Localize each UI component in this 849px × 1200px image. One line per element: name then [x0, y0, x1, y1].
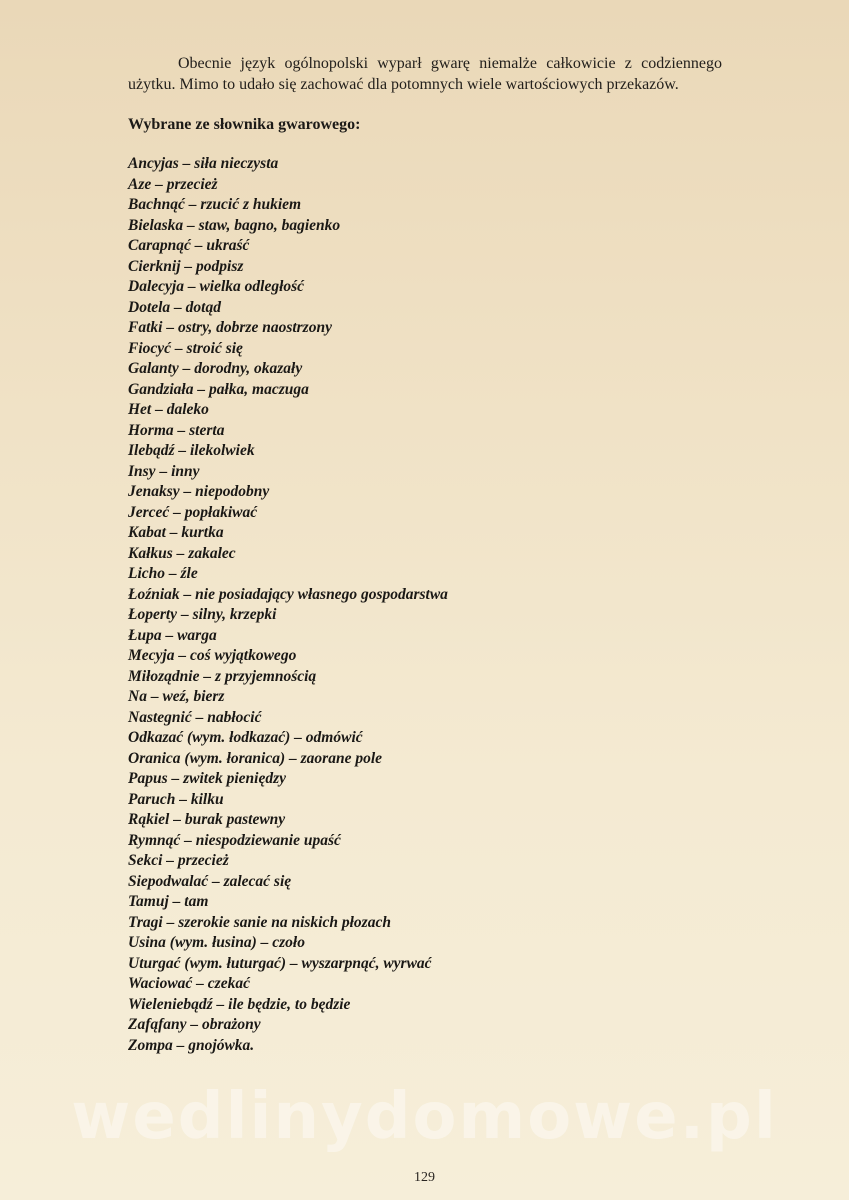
glossary-entry: Het – daleko	[128, 401, 209, 418]
glossary-entry: Paruch – kilku	[128, 790, 224, 808]
glossary-entry: Carapnąć – ukraść	[128, 237, 250, 254]
glossary-entry: Tamuj – tam	[128, 893, 209, 910]
glossary-entry: Łupa – warga	[128, 626, 217, 644]
intro-paragraph: Obecnie język ogólnopolski wyparł gwarę niemalże całkowicie z codziennego użytku. Mimo to udało się zachować dla potomnych wiele wartościowych przekazów.	[128, 55, 722, 93]
glossary-heading: Wybrane ze słownika gwarowego:	[128, 116, 361, 133]
glossary-entry: Wieleniebądź – ile będzie, to będzie	[128, 995, 351, 1013]
glossary-entry: Fatki – ostry, dobrze naostrzony	[128, 319, 332, 336]
glossary-entry: Uturgać (wym. łuturgać) – wyszarpnąć, wyrwać	[128, 954, 432, 972]
page-number: 129	[414, 1170, 435, 1185]
glossary-entry: Usina (wym. łusina) – czoło	[128, 934, 305, 951]
glossary-entry: Rymnąć – niespodziewanie upaść	[128, 831, 341, 849]
glossary-entry: Jenaksy – niepodobny	[128, 483, 270, 500]
glossary-entry: Cierknij – podpisz	[128, 257, 244, 275]
glossary-entry: Kałkus – zakalec	[128, 544, 236, 562]
glossary-entry: Galanty – dorodny, okazały	[128, 360, 303, 377]
glossary-entry: Nastegnić – nabłocić	[128, 708, 262, 726]
glossary-entry: Gandziała – pałka, maczuga	[128, 380, 309, 398]
glossary-entry: Ilebądź – ilekolwiek	[128, 442, 255, 459]
glossary-entry: Łoźniak – nie posiadający własnego gospodarstwa	[128, 585, 448, 603]
glossary-entry: Dalecyja – wielka odległość	[128, 278, 305, 295]
glossary-entry: Mecyja – coś wyjątkowego	[128, 647, 297, 664]
glossary-entry: Rąkiel – burak pastewny	[128, 811, 286, 828]
glossary-entry: Łoperty – silny, krzepki	[128, 606, 277, 623]
glossary-entry: Waciować – czekać	[128, 975, 250, 992]
glossary-entry: Fiocyć – stroić się	[128, 339, 243, 357]
glossary-entry: Na – weź, bierz	[128, 688, 225, 705]
glossary-entry: Sekci – przecież	[128, 852, 229, 869]
glossary-entry: Horma – sterta	[128, 421, 225, 439]
glossary-entry: Jerceć – popłakiwać	[128, 503, 258, 521]
glossary-entry: Zafąfany – obrażony	[128, 1016, 261, 1033]
glossary-list	[128, 154, 448, 1056]
glossary-entry: Siepodwalać – zalecać się	[128, 872, 292, 890]
glossary-entry: Papus – zwitek pieniędzy	[128, 770, 287, 787]
glossary-entry: Bachnąć – rzucić z hukiem	[128, 196, 302, 213]
glossary-entry: Ancyjas – siła nieczysta	[128, 155, 279, 172]
glossary-entry: Insy – inny	[128, 462, 200, 480]
glossary-entry: Tragi – szerokie sanie na niskich płozach	[128, 913, 391, 931]
glossary-entry: Dotela – dotąd	[128, 298, 221, 316]
glossary-entry: Odkazać (wym. łodkazać) – odmówić	[128, 729, 363, 746]
glossary-entry: Zompa – gnojówka.	[128, 1036, 255, 1054]
glossary-entry: Licho – źle	[128, 565, 198, 582]
watermark: wedlinydomowe.pl	[71, 1080, 778, 1154]
glossary-entry: Kabat – kurtka	[128, 524, 224, 541]
glossary-entry: Oranica (wym. łoranica) – zaorane pole	[128, 749, 383, 767]
glossary-entry: Miłoządnie – z przyjemnością	[128, 667, 317, 685]
glossary-entry: Aze – przecież	[128, 175, 218, 193]
glossary-entry: Bielaska – staw, bagno, bagienko	[128, 216, 341, 234]
